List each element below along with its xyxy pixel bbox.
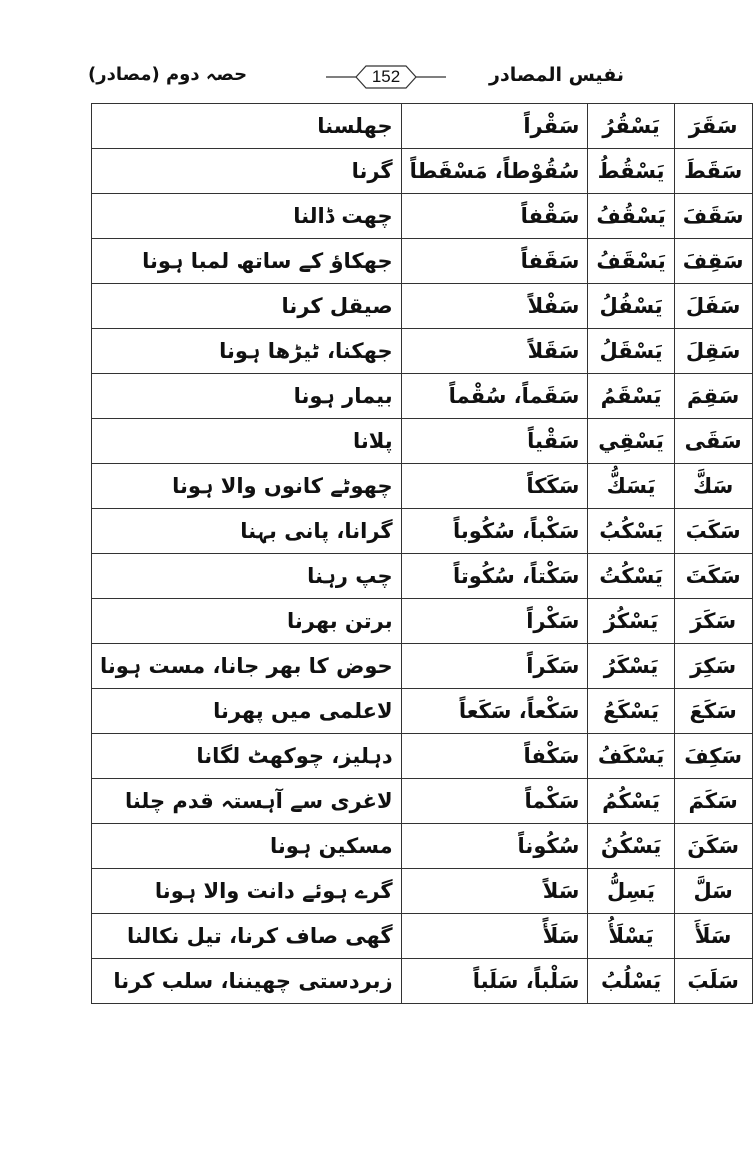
urdu-meaning: حوض کا بھر جانا، مست ہونا [92, 644, 402, 689]
root-verb: سَقِفَ [674, 239, 752, 284]
urdu-meaning: جھکنا، ٹیڑھا ہونا [92, 329, 402, 374]
urdu-meaning: جھلسنا [92, 104, 402, 149]
root-verb: سَقَرَ [674, 104, 752, 149]
imperfect-verb: يَسَكُّ [588, 464, 674, 509]
table-row [92, 464, 753, 509]
root-verb: سَكَبَ [674, 509, 752, 554]
root-verb: سَكَنَ [674, 824, 752, 869]
book-title: نفیس المصادر [489, 64, 624, 86]
table-row [92, 419, 753, 464]
table-row [92, 104, 753, 149]
masdar-form: سَلَأً [401, 914, 588, 959]
urdu-meaning: گرنا [92, 149, 402, 194]
root-verb: سَلَبَ [674, 959, 752, 1004]
masdar-form: سَقْراً [401, 104, 588, 149]
root-verb: سَكَّ [674, 464, 752, 509]
masdar-form: سَكْعاً، سَكَعاً [401, 689, 588, 734]
urdu-meaning: گرے ہوئے دانت والا ہونا [92, 869, 402, 914]
masdar-form: سَقَلاً [401, 329, 588, 374]
root-verb: سَكَمَ [674, 779, 752, 824]
table-row [92, 689, 753, 734]
imperfect-verb: يَسْقُطُ [588, 149, 674, 194]
imperfect-verb: يَسْقَفُ [588, 239, 674, 284]
imperfect-verb: يَسْكَعُ [588, 689, 674, 734]
root-verb: سَقَى [674, 419, 752, 464]
table-body [92, 104, 753, 1004]
root-verb: سَكَتَ [674, 554, 752, 599]
root-verb: سَفَلَ [674, 284, 752, 329]
urdu-meaning: برتن بھرنا [92, 599, 402, 644]
urdu-meaning: جھکاؤ کے ساتھ لمبا ہونا [92, 239, 402, 284]
urdu-meaning: صیقل کرنا [92, 284, 402, 329]
root-verb: سَكَعَ [674, 689, 752, 734]
masdar-form: سَكْباً، سُكُوباً [401, 509, 588, 554]
masdar-form: سَكْماً [401, 779, 588, 824]
table-row [92, 734, 753, 779]
imperfect-verb: يَسْكَفُ [588, 734, 674, 779]
imperfect-verb: يَسْكُمُ [588, 779, 674, 824]
table-row [92, 554, 753, 599]
masdar-form: سَكْتاً، سُكُوتاً [401, 554, 588, 599]
masdar-form: سَقْفاً [401, 194, 588, 239]
table-row [92, 824, 753, 869]
imperfect-verb: يَسْقَلُ [588, 329, 674, 374]
root-verb: سَكِفَ [674, 734, 752, 779]
masdar-table [91, 103, 753, 1004]
imperfect-verb: يَسْقَمُ [588, 374, 674, 419]
table-row [92, 869, 753, 914]
imperfect-verb: يَسْقُرُ [588, 104, 674, 149]
table-row [92, 284, 753, 329]
root-verb: سَلَّ [674, 869, 752, 914]
masdar-form: سَقَفاً [401, 239, 588, 284]
root-verb: سَلَأَ [674, 914, 752, 959]
imperfect-verb: يَسْكُرُ [588, 599, 674, 644]
root-verb: سَقِلَ [674, 329, 752, 374]
urdu-meaning: چھت ڈالنا [92, 194, 402, 239]
urdu-meaning: چپ رہنا [92, 554, 402, 599]
root-verb: سَكَرَ [674, 599, 752, 644]
imperfect-verb: يَسْكُتُ [588, 554, 674, 599]
page-header [88, 62, 624, 100]
masdar-form: سَلاً [401, 869, 588, 914]
urdu-meaning: دہلیز، چوکھٹ لگانا [92, 734, 402, 779]
root-verb: سَقِمَ [674, 374, 752, 419]
table-row [92, 329, 753, 374]
table-row [92, 599, 753, 644]
urdu-meaning: زبردستی چھیننا، سلب کرنا [92, 959, 402, 1004]
masdar-form: سَفْلاً [401, 284, 588, 329]
imperfect-verb: يَسْلُبُ [588, 959, 674, 1004]
page-number-ornament [326, 62, 446, 92]
table-row [92, 194, 753, 239]
table-row [92, 644, 753, 689]
urdu-meaning: بیمار ہونا [92, 374, 402, 419]
urdu-meaning: لاغری سے آہستہ قدم چلنا [92, 779, 402, 824]
root-verb: سَقَفَ [674, 194, 752, 239]
imperfect-verb: يَسْكُبُ [588, 509, 674, 554]
imperfect-verb: يَسْقُفُ [588, 194, 674, 239]
masdar-form: سَلْباً، سَلَباً [401, 959, 588, 1004]
urdu-meaning: مسکین ہونا [92, 824, 402, 869]
imperfect-verb: يَسِلُّ [588, 869, 674, 914]
masdar-form: سَقْياً [401, 419, 588, 464]
imperfect-verb: يَسْقِي [588, 419, 674, 464]
imperfect-verb: يَسْكَرُ [588, 644, 674, 689]
table-row [92, 374, 753, 419]
urdu-meaning: پلانا [92, 419, 402, 464]
masdar-form: سَقَماً، سُقْماً [401, 374, 588, 419]
masdar-form: سُقُوْطاً، مَسْقَطاً [401, 149, 588, 194]
urdu-meaning: چھوٹے کانوں والا ہونا [92, 464, 402, 509]
table-row [92, 149, 753, 194]
root-verb: سَكِرَ [674, 644, 752, 689]
section-title: حصہ دوم (مصادر) [88, 64, 248, 85]
table-row [92, 239, 753, 284]
urdu-meaning: لاعلمی میں پھرنا [92, 689, 402, 734]
masdar-form: سُكُوناً [401, 824, 588, 869]
table-row [92, 914, 753, 959]
page-number: 152 [371, 67, 401, 86]
urdu-meaning: گرانا، پانی بہنا [92, 509, 402, 554]
table-row [92, 509, 753, 554]
imperfect-verb: يَسْكُنُ [588, 824, 674, 869]
urdu-meaning: گھی صاف کرنا، تیل نکالنا [92, 914, 402, 959]
masdar-form: سَكَكاً [401, 464, 588, 509]
masdar-form: سَكْراً [401, 599, 588, 644]
masdar-form: سَكْفاً [401, 734, 588, 779]
table-row [92, 959, 753, 1004]
imperfect-verb: يَسْلَأُ [588, 914, 674, 959]
table-row [92, 779, 753, 824]
masdar-form: سَكَراً [401, 644, 588, 689]
root-verb: سَقَطَ [674, 149, 752, 194]
imperfect-verb: يَسْفُلُ [588, 284, 674, 329]
